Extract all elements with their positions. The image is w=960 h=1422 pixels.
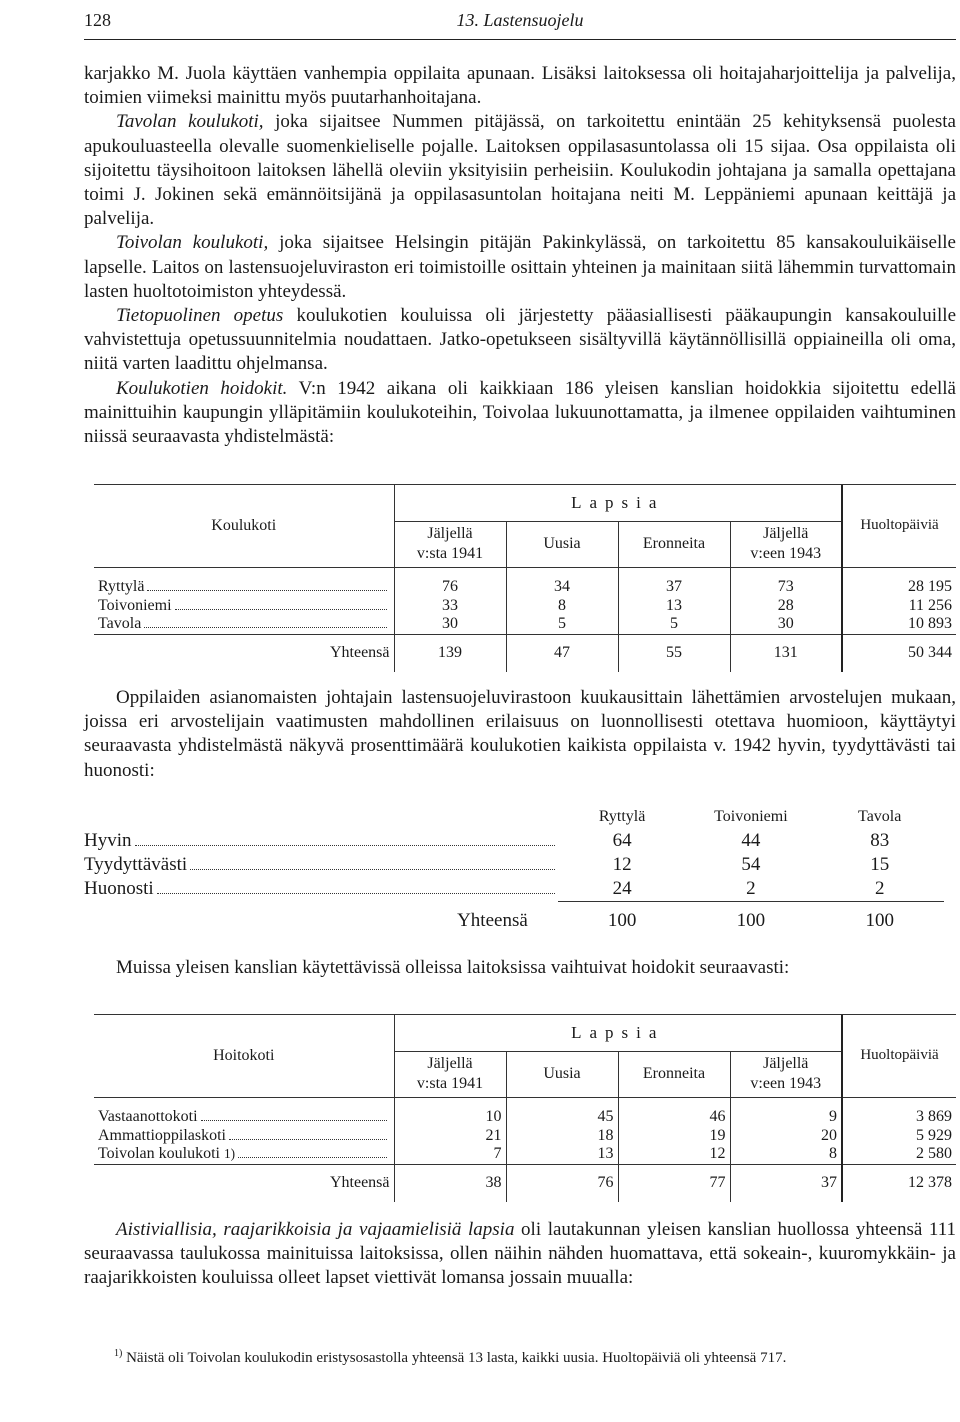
table-cell: 37: [618, 577, 730, 596]
table-row: [84, 877, 944, 902]
paragraph-1: karjakko M. Juola käyttäen vanhempia oppilaita apunaan. Lisäksi laitoksessa oli hoitajaharjoittelija ja palvelija, toimien viimeksi mainittu myös puutarhanhoitajana.: [84, 63, 956, 109]
column-header-care-days: Huoltopäiviä: [842, 1015, 956, 1097]
column-header-remaining-1941: [394, 521, 506, 567]
column-header: Tavola: [858, 808, 902, 825]
table-cell: 28 195: [842, 577, 956, 596]
row-label: Tavola: [94, 615, 394, 634]
total-label: Yhteensä: [94, 1164, 394, 1202]
table-cell: 12: [618, 1145, 730, 1164]
column-header-remaining-1941: [394, 1051, 506, 1097]
paragraph-lead: Aistiviallisia, raajarikkoisia ja vajaamielisiä lapsia: [116, 1219, 515, 1240]
body-text-4: [84, 1218, 956, 1291]
table-cell: 18: [506, 1126, 618, 1145]
body-text-1: [84, 62, 956, 449]
table-cell: 13: [506, 1145, 618, 1164]
table-cell: 30: [730, 615, 842, 634]
column-header-left: Eronneita: [618, 1051, 730, 1097]
footnote: [84, 1344, 956, 1368]
table-cell: 13: [618, 596, 730, 615]
table-cell: 12: [612, 854, 632, 875]
row-label: Ryttylä: [94, 577, 394, 596]
header-line: Jäljellä: [427, 525, 473, 542]
page-number: 128: [84, 10, 111, 30]
table-cell: 9: [730, 1107, 842, 1126]
footnote-text: Näistä oli Toivolan koulukodin eristysosastolla yhteensä 13 lasta, kaikki uusia. Huoltopäiviä oli yhteensä 717.: [122, 1350, 787, 1366]
table-cell: 2 580: [842, 1145, 956, 1164]
paragraph-disabled-children: [84, 1218, 956, 1291]
column-group-header: Lapsia: [394, 485, 842, 521]
paragraph-body: joka sijaitsee Helsingin pitäjän Pakinkylässä, on tarkoitettu 85 kansakouluikäiselle lapselle. Laitos on lastensuojeluviraston eri toimistoille osittain yhteinen ja mainitaan siitä lähemmin turvattomain lasten huoltotoimiston yhteydessä.: [84, 232, 956, 302]
total-label: Yhteensä: [457, 909, 528, 931]
total-cell: 50 344: [842, 634, 956, 672]
header-line: v:sta 1941: [416, 1075, 484, 1092]
table-cell: 10 893: [842, 615, 956, 634]
body-text-2: [84, 686, 956, 783]
total-cell: 55: [618, 634, 730, 672]
table-cell: 10: [394, 1107, 506, 1126]
column-header-new: Uusia: [506, 521, 618, 567]
table-cell: 30: [394, 615, 506, 634]
page-header: [84, 10, 956, 40]
paragraph-lead: Toivolan koulukoti,: [116, 232, 269, 254]
column-header-left: Eronneita: [618, 521, 730, 567]
paragraph-teaching: [84, 304, 956, 377]
table-cell: 11 256: [842, 596, 956, 615]
table-cell: 8: [506, 596, 618, 615]
total-cell: 77: [618, 1164, 730, 1202]
paragraph-lead: Tietopuolinen opetus: [116, 305, 284, 327]
column-header: Toivoniemi: [714, 808, 788, 825]
row-label: Tyydyttävästi: [84, 853, 558, 877]
paragraph-other-institutions: Muissa yleisen kanslian käytettävissä olleissa laitoksissa vaihtuivat hoidokit seuraavasti:: [116, 957, 790, 978]
paragraph-body: V:n 1942 aikana oli kaikkiaan 186 yleisen kanslian hoidokkia sijoitettu edellä mainittuihin kaupungin ylläpitämiin koulukoteihin, Toivolaa lukuunottamatta, ja ilmenee oppilaiden vaihtuminen niissä seuraavasta yhdistelmästä:: [84, 377, 956, 448]
table-cell: 45: [506, 1107, 618, 1126]
total-cell: 12 378: [842, 1164, 956, 1202]
header-line: v:een 1943: [750, 1075, 822, 1092]
row-label: Toivoniemi: [94, 596, 394, 615]
column-header-new: Uusia: [506, 1051, 618, 1097]
column-header-remaining-1943: [730, 1051, 842, 1097]
column-header-care-days: Huoltopäiviä: [842, 485, 956, 567]
row-label: Ammattioppilaskoti: [94, 1126, 394, 1145]
table-cell: 28: [730, 596, 842, 615]
header-line: v:een 1943: [750, 545, 822, 562]
header-line: Jäljellä: [763, 525, 809, 542]
paragraph-tavola: [84, 110, 956, 231]
running-head: 13. Lastensuojelu: [456, 10, 584, 30]
total-cell: 100: [815, 902, 944, 937]
total-cell: 139: [394, 634, 506, 672]
footnote-ref: 1): [223, 1146, 236, 1162]
conduct-table: [84, 805, 956, 936]
row-label: Vastaanottokoti: [94, 1107, 394, 1126]
column-header: Ryttylä: [598, 808, 646, 825]
total-label: Yhteensä: [94, 634, 394, 672]
body-text-3: [84, 956, 956, 980]
table-cell: 44: [741, 830, 761, 851]
column-group-header: Lapsia: [394, 1015, 842, 1051]
total-cell: 131: [730, 634, 842, 672]
column-header-institution: Hoitokoti: [213, 1046, 275, 1064]
table-row: [94, 577, 956, 596]
table-cell: 20: [730, 1126, 842, 1145]
table-cell: 34: [506, 577, 618, 596]
row-label: Toivolan koulukoti 1): [94, 1145, 394, 1164]
paragraph-lead: Koulukotien hoidokit.: [116, 377, 288, 399]
table-cell: 5: [506, 615, 618, 634]
table-cell: 2: [746, 878, 756, 899]
table-cell: 19: [618, 1126, 730, 1145]
total-row: [94, 634, 956, 672]
total-cell: 37: [730, 1164, 842, 1202]
table-row: [84, 829, 944, 853]
header-line: Jäljellä: [763, 1055, 809, 1072]
paragraph-body: oli lautakunnan yleisen kanslian huollossa yhteensä 111 seuraavassa taulukossa mainituissa laitoksissa, ollen näihin nähden huomattava, että sokeain-, kuuromykkäin- ja raajarikkoisten kouluissa olleet lapset viettivät lomansa jossain muualla:: [84, 1219, 956, 1289]
total-row: [94, 1164, 956, 1202]
paragraph-body: koulukotien kouluissa oli järjestetty pääasiallisesti pääkaupungin kansakouluille vahvistettuja opetussuunnitelmia noudattaen. Jatko-opetukseen sisältyvillä käytännöllisillä oppiaineilla oli oma, niitä varten laadittu ohjelmansa.: [84, 305, 956, 375]
school-homes-table: [94, 484, 956, 672]
table-cell: 5: [618, 615, 730, 634]
column-header-remaining-1943: [730, 521, 842, 567]
total-cell: 100: [686, 902, 815, 937]
total-row: [84, 902, 944, 937]
header-line: v:sta 1941: [416, 545, 484, 562]
total-cell: 100: [558, 902, 687, 937]
table-cell: 54: [741, 854, 761, 875]
table-cell: 15: [870, 854, 890, 875]
total-cell: 47: [506, 634, 618, 672]
column-header-institution: Koulukoti: [211, 516, 277, 534]
table-cell: 73: [730, 577, 842, 596]
paragraph-evaluations: Oppilaiden asianomaisten johtajain lastensuojeluvirastoon kuukausittain lähettämien arvostelujen mukaan, joissa eri arvostelijain vaatimusten mahdollinen erilaisuus on luonnollisesti otettava huomioon, käyttäytyi seuraavasta yhdistelmästä näkyvä prosenttimäärä koulukotien kaikista oppilaista v. 1942 hyvin, tyydyttävästi tai huonosti:: [84, 687, 956, 781]
table-cell: 3 869: [842, 1107, 956, 1126]
table-cell: 76: [394, 577, 506, 596]
row-label: Hyvin: [84, 829, 558, 853]
table-cell: 33: [394, 596, 506, 615]
total-cell: 76: [506, 1164, 618, 1202]
header-rule: [84, 39, 956, 40]
table-cell: 83: [870, 830, 890, 851]
table-row: [94, 1107, 956, 1126]
table-row: [94, 1145, 956, 1164]
footnote-marker: 1): [114, 1348, 123, 1359]
table-row: [94, 1126, 956, 1145]
table-cell: 8: [730, 1145, 842, 1164]
paragraph-lead: Tavolan koulukoti,: [116, 111, 264, 133]
row-label: Huonosti: [84, 877, 558, 902]
table-cell: 24: [612, 878, 632, 899]
paragraph-toivola: [84, 231, 956, 304]
table-cell: 64: [612, 830, 632, 851]
table-cell: 46: [618, 1107, 730, 1126]
header-line: Jäljellä: [427, 1055, 473, 1072]
table-cell: 5 929: [842, 1126, 956, 1145]
total-cell: 38: [394, 1164, 506, 1202]
table-row: [94, 596, 956, 615]
care-homes-table: [94, 1014, 956, 1202]
table-cell: 21: [394, 1126, 506, 1145]
table-cell: 2: [874, 878, 885, 899]
table-row: [94, 615, 956, 634]
table-cell: 7: [394, 1145, 506, 1164]
paragraph-body: joka sijaitsee Nummen pitäjässä, on tarkoitettu enintään 25 kehityksensä puolesta apukouluasteella olevalle suomenkieliselle pojalle. Laitoksen oppilasasuntolassa oli 15 sijaa. Osa oppilaista oli sijoitettu täysihoitoon laitoksen lähellä oleviin yksityisiin perheisiin. Koulukodin johtajana ja samalla opettajana toimi J. Jokinen sekä emännöitsijänä ja oppilasasuntolan hoitajana neiti M. Leppäniemi apunaan keittäjä ja palvelija.: [84, 111, 956, 230]
table-row: [84, 853, 944, 877]
paragraph-wards: [84, 377, 956, 450]
